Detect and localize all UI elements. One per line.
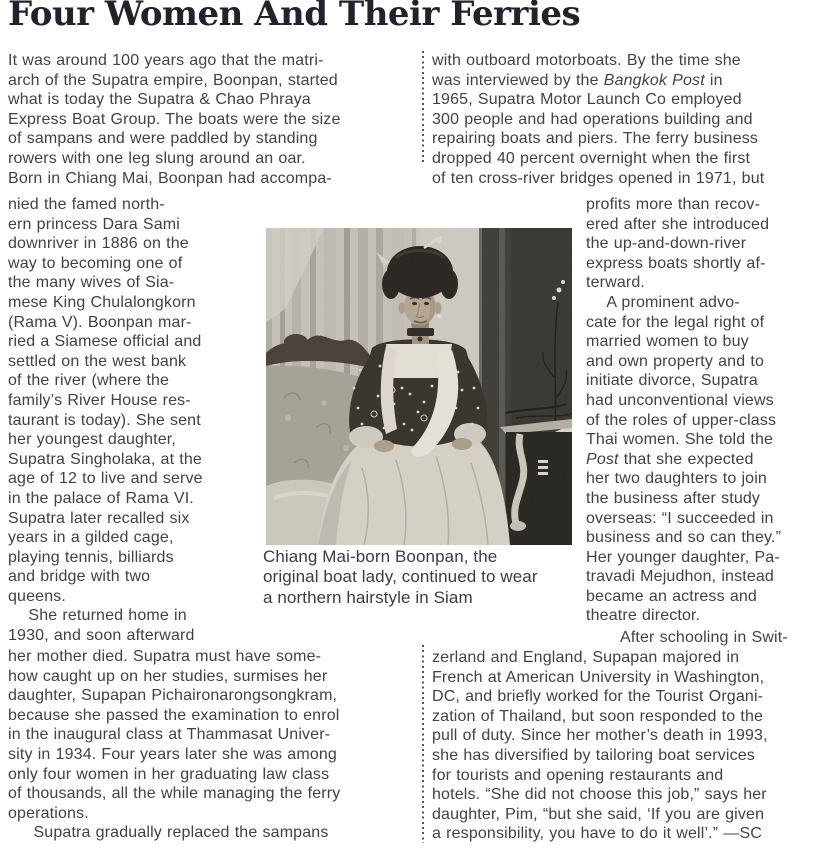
right-column-overflow-line: After schooling in Swit- xyxy=(620,629,788,646)
column-divider-top xyxy=(422,51,424,164)
right-column-bottom-text: zerland and England, Supapan majored in French at American University in Washington, DC, and briefly worked for the Tourist Organi- zation of Thailand, but soon responded to the pull of duty. Since her mother’s death in 1993, she has diversified by tailoring boat services for tourists and opening restaurants and hotels. “She did not choose this job,” says her daughter, Pim, “but she said, ‘If you are given a responsibility, you have to do it well’.” —SC xyxy=(432,649,768,843)
portrait-photo xyxy=(266,228,572,545)
left-column-wrap-text: nied the famed north- ern princess Dara Sami downriver in 1886 on the way to becoming one of the many wives of Sia- mese King Chulalongkorn (Rama V). Boonpan mar- ried a Siamese official and settled on the west bank of the river (where the family’s River House res- taurant is today). She sent her youngest daughter, Supatra Singholaka, at the age of 12 to live and serve in the palace of Rama VI. Supatra later recalled six years in a gilded cage, playing tennis, billiards and bridge with two queens. She returned home in 1930, and soon afterward xyxy=(8,196,203,645)
photo-grain-overlay xyxy=(266,228,572,545)
article-title: Four Women And Their Ferries xyxy=(8,0,581,34)
right-column-wrap-text: profits more than recov- ered after she introduced the up-and-down-river express boats shortly af- terward. A prominent advo- cate for the legal right of married women to buy and own property and to initiate divorce, Supatra had unconventional views of the roles of upper-class Thai women. She told the Post that she expected her two daughters to join the business after study overseas: “I succeeded in business and so can they.” Her younger daughter, Pa- travadi Mejudhon, instead became an actress and theatre director. xyxy=(586,196,782,625)
right-column-intro-text: with outboard motorboats. By the time she was interviewed by the Bangkok Post in 1965, Supatra Motor Launch Co employed 300 people and had operations building and repairing boats and piers. The ferry business dropped 40 percent overnight when the first of ten cross-river bridges opened in 1971, but xyxy=(432,52,765,187)
left-column-intro-text: It was around 100 years ago that the matri- arch of the Supatra empire, Boonpan, started what is today the Supatra & Chao Phraya Express Boat Group. The boats were the size of sampans and were paddled by standing rowers with one leg slung around an oar. Born in Chiang Mai, Boonpan had accompa- xyxy=(8,52,341,187)
column-divider-bottom xyxy=(422,645,424,843)
photo-caption: Chiang Mai-born Boonpan, the original boat lady, continued to wear a northern hairstyle in Siam xyxy=(263,547,538,607)
left-column-bottom-text: her mother died. Supatra must have some- how caught up on her studies, surmises her daughter, Supapan Pichaironarongsongkram, because she passed the examination to enrol in the inaugural class at Thammasat Univer- sity in 1934. Four years later she was among only four women in her graduating law class of thousands, all the while managing the ferry operations. Supatra gradually replaced the sampans xyxy=(8,648,341,842)
